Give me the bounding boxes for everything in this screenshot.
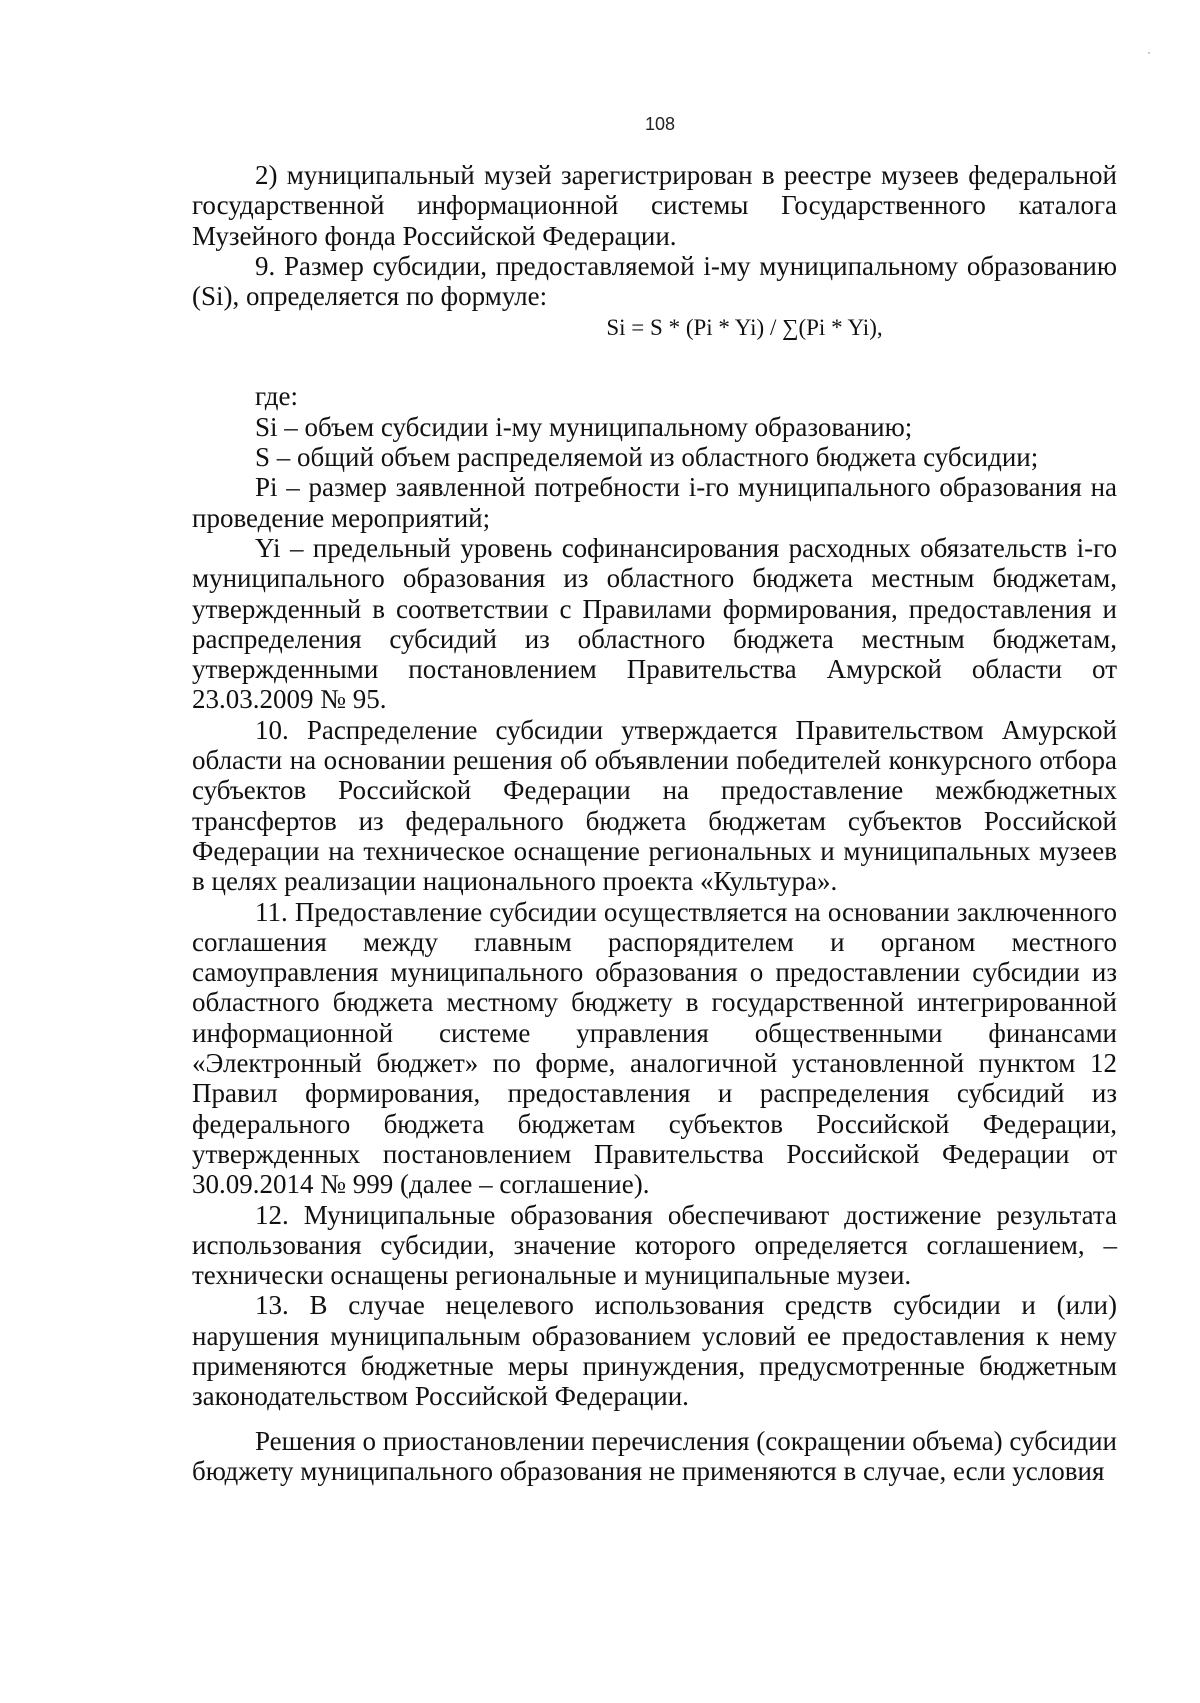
definition-yi: Yi – предельный уровень софинансирования расходных обязательств i-го муниципального образования из областного бюджета местным бюджетам, утвержденный в соответствии с Правилами формирования, предоставления и распределения субсидий из областного бюджета местным бюджетам, утвержденными постановлением Правительства Амурской области от 23.03.2009 № 95. (192, 532, 1117, 715)
spacer (192, 1412, 1117, 1426)
definition-pi: Pi – размер заявленной потребности i-го муниципального образования на проведение мероприятий; (192, 472, 1117, 533)
where-label: где: (255, 381, 298, 412)
paragraph-item-2: 2) муниципальный музей зарегистрирован в реестре музеев федеральной государственной информационной системы Государственного каталога Музейного фонда Российской Федерации. (192, 160, 1117, 251)
paragraph-11: 11. Предоставление субсидии осуществляется на основании заключенного соглашения между главным распорядителем и органом местного самоуправления муниципального образования о предоставлении субсидии из областного бюджета местному бюджету в государственной интегрированной информационной системе управления общественными финансами «Электронный бюджет» по форме, аналогичной установленной пунктом 12 Правил формирования, предоставления и распределения субсидий из федерального бюджета бюджетам субъектов Российской Федерации, утвержденных постановлением Правительства Российской Федерации от 30.09.2014 № 999 (далее – соглашение). (192, 896, 1117, 1200)
document-body (192, 160, 1117, 1486)
definition-s: S – общий объем распределяемой из областного бюджета субсидии; (255, 442, 1039, 473)
page-number: 108 (644, 114, 676, 134)
scan-speck (1148, 52, 1150, 54)
definition-si: Si – объем субсидии i-му муниципальному образованию; (255, 411, 913, 442)
paragraph-12: 12. Муниципальные образования обеспечивают достижение результата использования субсидии, значение которого определяется соглашением, – технически оснащены региональные и муниципальные музеи. (192, 1199, 1117, 1291)
paragraph-9: 9. Размер субсидии, предоставляемой i-му муниципальному образованию (Si), определяется по формуле: (192, 250, 1117, 312)
paragraph-13: 13. В случае нецелевого использования средств субсидии и (или) нарушения муниципальным образованием условий ее предоставления к нему применяются бюджетные меры принуждения, предусмотренные бюджетным законодательством Российской Федерации. (192, 1290, 1117, 1412)
subsidy-formula: Si = S * (Pi * Yi) / ∑(Pi * Yi), (606, 315, 883, 341)
paragraph-suspension: Решения о приостановлении перечисления (сокращении объема) субсидии бюджету муниципального образования не применяются в случае, если условия (192, 1425, 1117, 1486)
paragraph-10: 10. Распределение субсидии утверждается Правительством Амурской области на основании решения об объявлении победителей конкурсного отбора субъектов Российской Федерации на предоставление межбюджетных трансфертов из федерального бюджета бюджетам субъектов Российской Федерации на техническое оснащение региональных и муниципальных музеев в целях реализации национального проекта «Культура». (192, 714, 1117, 897)
